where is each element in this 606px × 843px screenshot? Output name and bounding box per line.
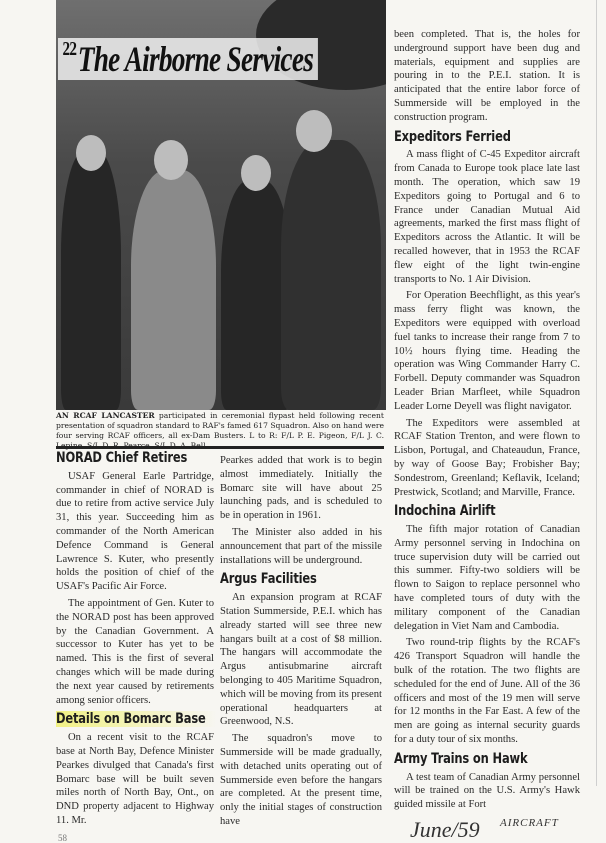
paragraph: For Operation Beechflight, as this year's mass ferry flight was known, the Expeditors were equipped with overload fuel tanks to increase their range from 7 to 10½ hours flying time. Heading the operation was Wing Commander Harry C. Forbell. Deputy commander was Squadron Leader Brian Marfleet, while Squadron Leader Lorne Deyell was flight navigator. bbox=[394, 290, 580, 412]
paragraph: USAF General Earle Partridge, commander in chief of NORAD is due to retire from active service July 31, this year. Succeeding him as commander of the North American Defence Command is General Lawrence S. Kuter, who presently holds the position of chief of the USAF's Pacific Air Force. bbox=[56, 470, 214, 593]
face bbox=[76, 135, 106, 171]
column-1 bbox=[56, 450, 214, 831]
heading-indochina: Indochina Airlift bbox=[394, 503, 496, 520]
paragraph: A mass flight of C-45 Expeditor aircraft from Canada to Europe took place late last month. The operation, which saw 19 Expeditors going to Portugal and 6 to France under Canadian Mutual Aid agreements, marked the first mass flight of Expeditors across the Atlantic. It will be recalled however, that in 1953 the RCAF flew eight of the light twin-engine transports to No. 1 Air Division. bbox=[394, 149, 580, 285]
figure bbox=[131, 170, 216, 410]
heading-argus: Argus Facilities bbox=[220, 571, 317, 588]
heading-bomarc bbox=[56, 711, 206, 728]
handwritten-date: June/59 bbox=[410, 817, 480, 843]
paragraph: An expansion program at RCAF Station Summerside, P.E.I. which has already started will see three new hangars built at a cost of $8 million. The hangars will accommodate the Argus antisubmarine aircraft belonging to 405 Maritime Squadron, which will be moving from its present operational headquarters at Greenwood, N.S. bbox=[220, 592, 382, 728]
caption-text: participated in ceremonial flypast held following recent presentation of squadron standard to RAF's famed 617 Squadron. Also on hand were four serving RCAF officers, all ex-Dam Busters. L to R: F/L P. E. Pigeon, F/L J. C. bbox=[56, 411, 384, 440]
divider-rule bbox=[56, 446, 384, 449]
face bbox=[241, 155, 271, 191]
paragraph: The Minister also added in his announcement that part of the missile installations will be underground. bbox=[220, 526, 382, 566]
figure bbox=[281, 140, 381, 410]
heading-text: Details on Bomarc Base bbox=[56, 711, 217, 727]
paragraph: A test team of Canadian Army personnel will be trained on the U.S. Army's Hawk guided missile at Fort bbox=[394, 771, 580, 811]
magazine-name: AIRCRAFT bbox=[500, 817, 559, 830]
column-3 bbox=[394, 28, 580, 815]
paragraph: The squadron's move to Summerside will be made gradually, with detached units operating out of Summerside even before the hangars are completed. At the present time, only the initial stages of construction have bbox=[220, 733, 382, 827]
heading-hawk: Army Trains on Hawk bbox=[394, 750, 528, 767]
paragraph: Two round-trip flights by the RCAF's 426 Transport Squadron will handle the bulk of the rotation. The two flights are scheduled for the end of June. All of the 36 officers and most of the 19 men will serve for 12 months in the Far East. A few of the men are going as internal security guards for a duty tour of six months. bbox=[394, 637, 580, 746]
paragraph: The fifth major rotation of Canadian Army personnel serving in Indochina on truce supervision duty will be carried out this summer. Fifty-two soldiers will be flown to Saigon to replace personnel who have completed tours of duty with the military component of the Canadian delegation in Viet Nam and Cambodia. bbox=[394, 524, 580, 632]
title-text: The Airborne Services bbox=[77, 39, 314, 79]
paragraph: The appointment of Gen. Kuter to the NORAD post has been approved by the Canadian Government. A successor to Kuter has yet to be named. This is the first of several changes which will be made during the next year caused by retirements among senior officers. bbox=[56, 597, 214, 706]
page-title bbox=[58, 38, 318, 80]
page-number: 58 bbox=[58, 832, 67, 843]
paragraph: Pearkes added that work is to begin almost immediately. Initially the Bomarc site will have about 25 launching pads, and is scheduled to be in operation in 1961. bbox=[220, 455, 382, 522]
face bbox=[296, 110, 332, 152]
heading-norad: NORAD Chief Retires bbox=[56, 450, 188, 466]
heading-expeditors: Expeditors Ferried bbox=[394, 128, 511, 145]
paragraph: The Expeditors were assembled at RCAF Station Trenton, and were flown to Lisbon, Portugal, and Chateaudun, France, by way of Goose Bay; Frobisher Bay; Sondestrom, Greenland; Keflavik, Iceland; Prestwick, Scotland; and Marville, France. bbox=[394, 417, 580, 498]
photo-caption bbox=[56, 411, 384, 451]
section-number: 22 bbox=[62, 38, 77, 60]
face bbox=[154, 140, 188, 180]
paragraph: On a recent visit to the RCAF base at North Bay, Defence Minister Pearkes divulged that Canada's first Bomarc base will be built seven miles north of North Bay, Ont., on DND property adjacent to Highway 11. Mr. bbox=[56, 732, 214, 826]
paragraph: been completed. That is, the holes for underground support have been dug and materials, equipment and supplies are pouring in to the P.E.I. station. It is anticipated that the entire labor force of Summerside will be employed in the construction program. bbox=[394, 29, 580, 123]
caption-lead: AN RCAF LANCASTER bbox=[56, 411, 155, 420]
page-edge bbox=[596, 0, 597, 786]
column-2 bbox=[220, 450, 382, 832]
figure bbox=[61, 150, 121, 410]
